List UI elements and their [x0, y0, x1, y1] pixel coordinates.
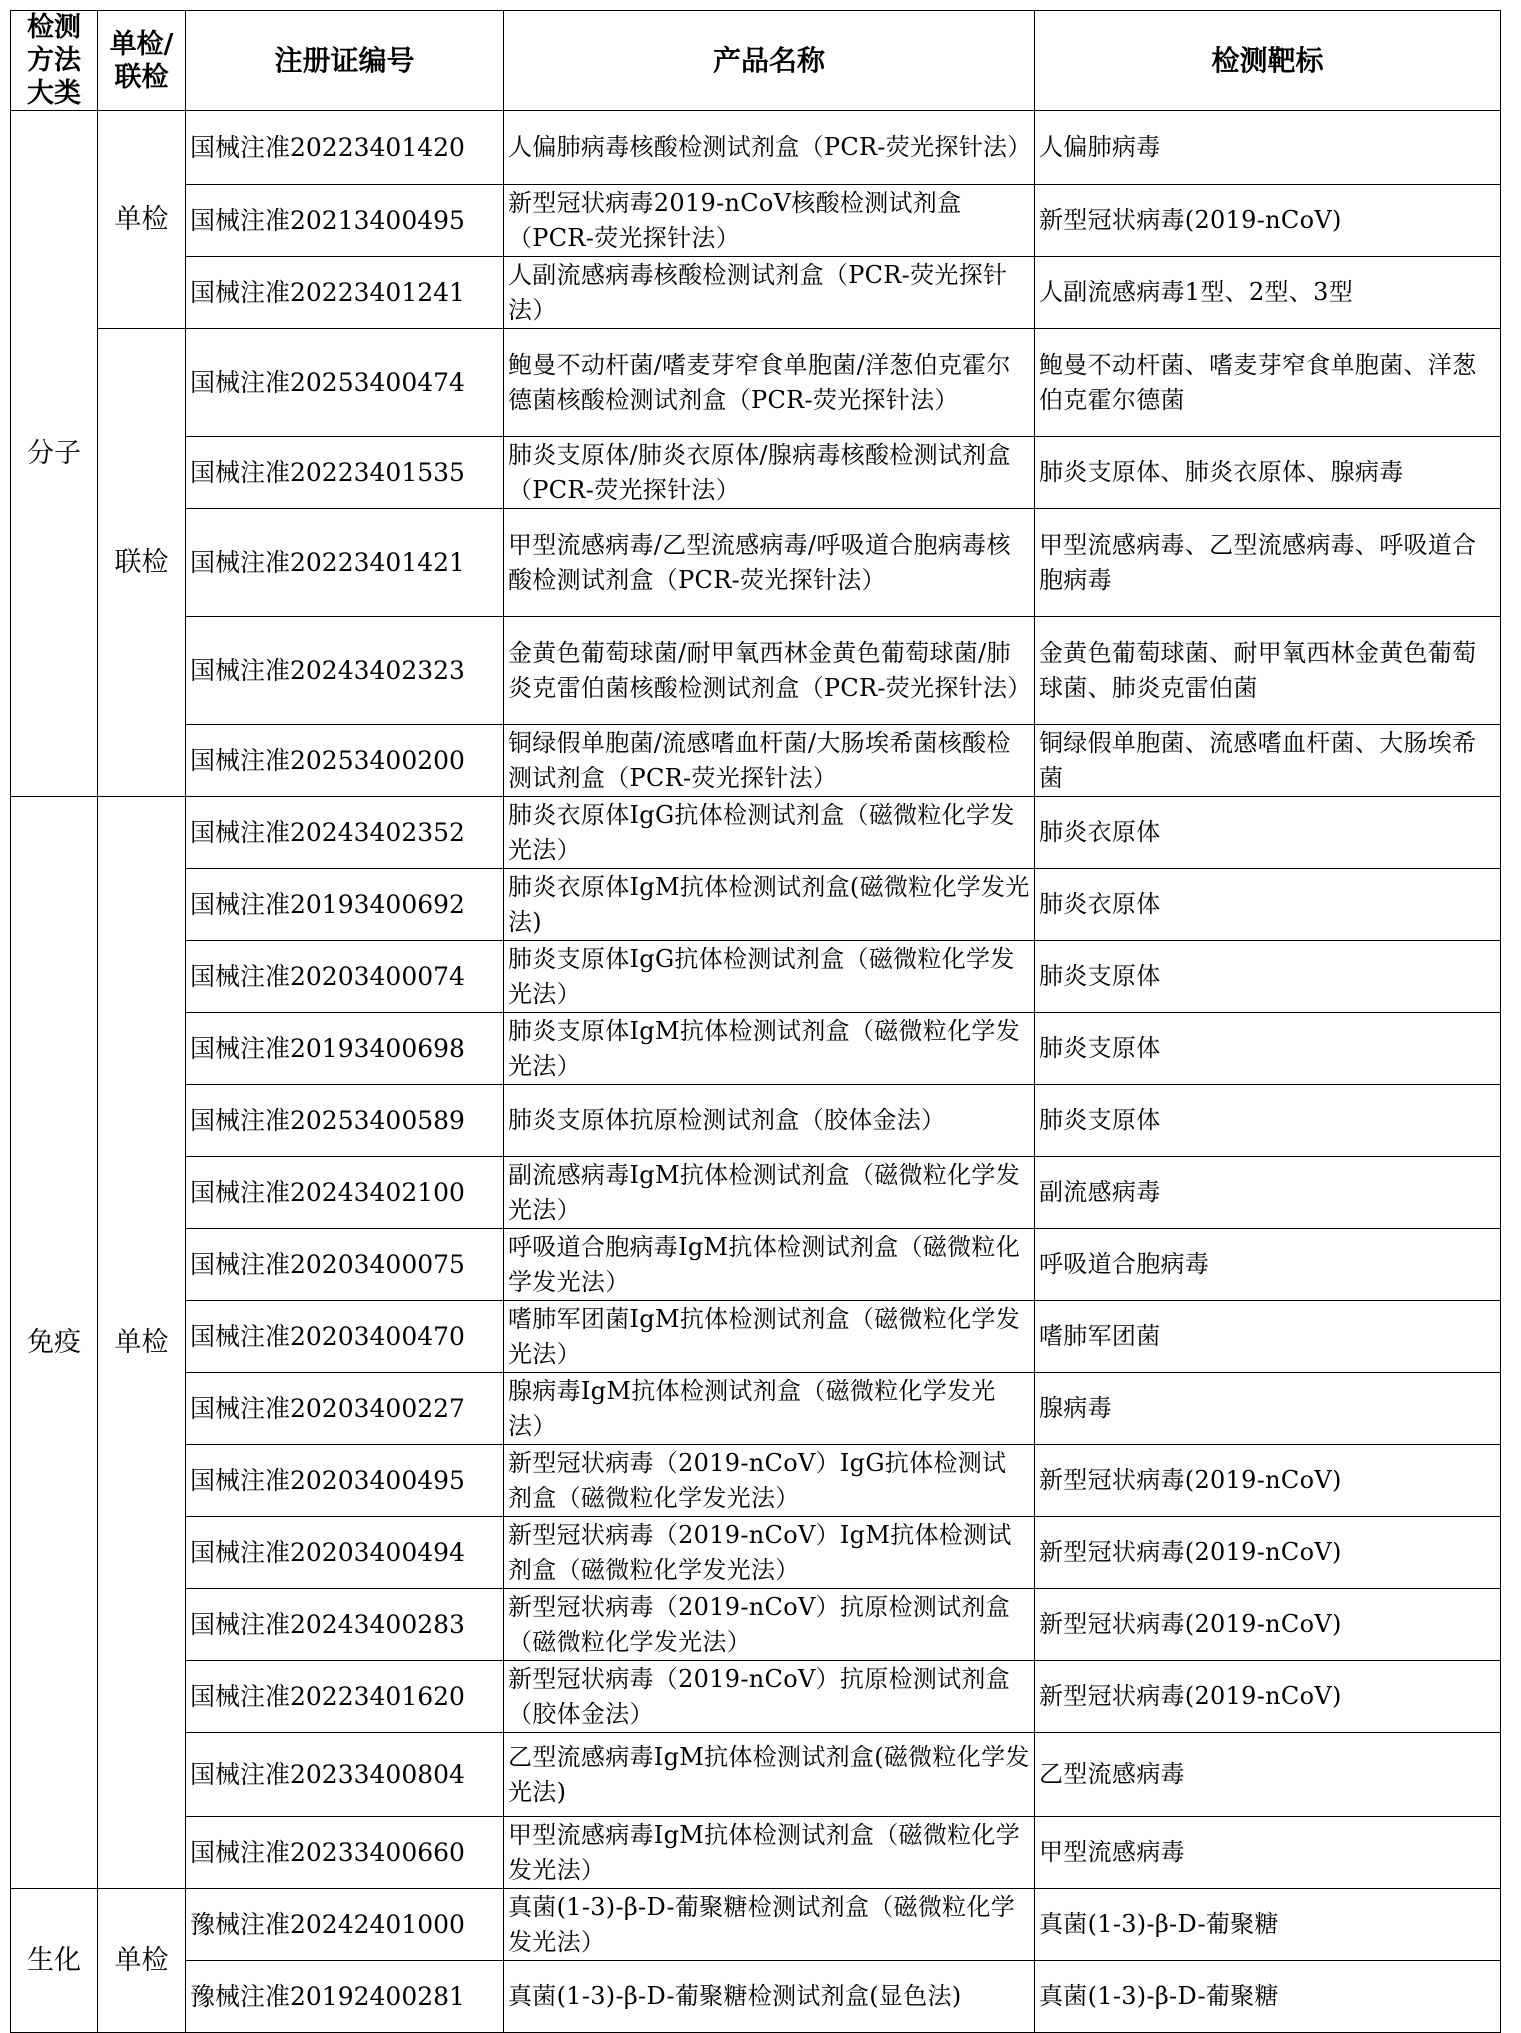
table-row — [11, 1517, 1501, 1589]
reg-no-cell: 国械注准20193400698 — [186, 1013, 504, 1085]
table-row — [11, 1013, 1501, 1085]
method-cell: 分子 — [11, 111, 98, 797]
reg-no-cell: 国械注准20203400075 — [186, 1229, 504, 1301]
product-name-cell: 甲型流感病毒/乙型流感病毒/呼吸道合胞病毒核酸检测试剂盒（PCR-荧光探针法） — [504, 509, 1035, 617]
table-row — [11, 1445, 1501, 1517]
table-row — [11, 1157, 1501, 1229]
product-name-cell: 肺炎支原体抗原检测试剂盒（胶体金法） — [504, 1085, 1035, 1157]
product-name-cell: 乙型流感病毒IgM抗体检测试剂盒(磁微粒化学发光法) — [504, 1733, 1035, 1817]
reg-no-cell: 国械注准20233400660 — [186, 1817, 504, 1889]
target-cell: 肺炎衣原体 — [1035, 797, 1501, 869]
target-cell: 新型冠状病毒(2019-nCoV) — [1035, 1589, 1501, 1661]
mode-cell: 单检 — [98, 111, 186, 329]
product-name-cell: 真菌(1-3)-β-D-葡聚糖检测试剂盒（磁微粒化学发光法） — [504, 1889, 1035, 1961]
table-row — [11, 111, 1501, 185]
product-name-cell: 肺炎衣原体IgG抗体检测试剂盒（磁微粒化学发光法） — [504, 797, 1035, 869]
target-cell: 甲型流感病毒、乙型流感病毒、呼吸道合胞病毒 — [1035, 509, 1501, 617]
reg-no-cell: 国械注准20223401421 — [186, 509, 504, 617]
target-cell: 呼吸道合胞病毒 — [1035, 1229, 1501, 1301]
product-registration-table — [10, 10, 1501, 2033]
target-cell: 肺炎支原体 — [1035, 1013, 1501, 1085]
table-row — [11, 869, 1501, 941]
table-row — [11, 1373, 1501, 1445]
document-page — [10, 10, 1501, 2033]
product-name-cell: 鲍曼不动杆菌/嗜麦芽窄食单胞菌/洋葱伯克霍尔德菌核酸检测试剂盒（PCR-荧光探针法） — [504, 329, 1035, 437]
header-product: 产品名称 — [504, 11, 1035, 111]
target-cell: 肺炎支原体、肺炎衣原体、腺病毒 — [1035, 437, 1501, 509]
reg-no-cell: 国械注准20243402352 — [186, 797, 504, 869]
header-reg-no: 注册证编号 — [186, 11, 504, 111]
table-row — [11, 725, 1501, 797]
mode-cell: 单检 — [98, 797, 186, 1889]
table-row — [11, 617, 1501, 725]
reg-no-cell: 国械注准20203400494 — [186, 1517, 504, 1589]
mode-cell: 单检 — [98, 1889, 186, 2033]
target-cell: 新型冠状病毒(2019-nCoV) — [1035, 1445, 1501, 1517]
product-name-cell: 人偏肺病毒核酸检测试剂盒（PCR-荧光探针法） — [504, 111, 1035, 185]
table-row — [11, 185, 1501, 257]
product-name-cell: 人副流感病毒核酸检测试剂盒（PCR-荧光探针法） — [504, 257, 1035, 329]
product-name-cell: 肺炎支原体IgM抗体检测试剂盒（磁微粒化学发光法） — [504, 1013, 1035, 1085]
product-name-cell: 甲型流感病毒IgM抗体检测试剂盒（磁微粒化学发光法） — [504, 1817, 1035, 1889]
product-name-cell: 嗜肺军团菌IgM抗体检测试剂盒（磁微粒化学发光法） — [504, 1301, 1035, 1373]
target-cell: 甲型流感病毒 — [1035, 1817, 1501, 1889]
reg-no-cell: 国械注准20203400495 — [186, 1445, 504, 1517]
product-name-cell: 副流感病毒IgM抗体检测试剂盒（磁微粒化学发光法） — [504, 1157, 1035, 1229]
reg-no-cell: 国械注准20223401241 — [186, 257, 504, 329]
target-cell: 肺炎支原体 — [1035, 941, 1501, 1013]
reg-no-cell: 国械注准20233400804 — [186, 1733, 504, 1817]
table-row — [11, 797, 1501, 869]
reg-no-cell: 国械注准20203400227 — [186, 1373, 504, 1445]
table-row — [11, 1301, 1501, 1373]
table-row — [11, 509, 1501, 617]
product-name-cell: 新型冠状病毒（2019-nCoV）抗原检测试剂盒（胶体金法） — [504, 1661, 1035, 1733]
reg-no-cell: 国械注准20243402323 — [186, 617, 504, 725]
target-cell: 真菌(1-3)-β-D-葡聚糖 — [1035, 1961, 1501, 2033]
reg-no-cell: 国械注准20243400283 — [186, 1589, 504, 1661]
product-name-cell: 真菌(1-3)-β-D-葡聚糖检测试剂盒(显色法) — [504, 1961, 1035, 2033]
target-cell: 真菌(1-3)-β-D-葡聚糖 — [1035, 1889, 1501, 1961]
table-row — [11, 329, 1501, 437]
product-name-cell: 新型冠状病毒（2019-nCoV）抗原检测试剂盒（磁微粒化学发光法） — [504, 1589, 1035, 1661]
table-row — [11, 1817, 1501, 1889]
target-cell: 人偏肺病毒 — [1035, 111, 1501, 185]
reg-no-cell: 国械注准20253400589 — [186, 1085, 504, 1157]
target-cell: 嗜肺军团菌 — [1035, 1301, 1501, 1373]
reg-no-cell: 国械注准20223401535 — [186, 437, 504, 509]
reg-no-cell: 国械注准20213400495 — [186, 185, 504, 257]
product-name-cell: 肺炎衣原体IgM抗体检测试剂盒(磁微粒化学发光法) — [504, 869, 1035, 941]
reg-no-cell: 国械注准20223401420 — [186, 111, 504, 185]
product-name-cell: 呼吸道合胞病毒IgM抗体检测试剂盒（磁微粒化学发光法） — [504, 1229, 1035, 1301]
product-name-cell: 新型冠状病毒（2019-nCoV）IgG抗体检测试剂盒（磁微粒化学发光法） — [504, 1445, 1035, 1517]
target-cell: 肺炎支原体 — [1035, 1085, 1501, 1157]
target-cell: 腺病毒 — [1035, 1373, 1501, 1445]
reg-no-cell: 国械注准20223401620 — [186, 1661, 504, 1733]
header-mode: 单检/联检 — [98, 11, 186, 111]
target-cell: 肺炎衣原体 — [1035, 869, 1501, 941]
reg-no-cell: 国械注准20193400692 — [186, 869, 504, 941]
reg-no-cell: 国械注准20203400470 — [186, 1301, 504, 1373]
product-name-cell: 新型冠状病毒（2019-nCoV）IgM抗体检测试剂盒（磁微粒化学发光法） — [504, 1517, 1035, 1589]
table-row — [11, 1589, 1501, 1661]
table-row — [11, 941, 1501, 1013]
table-row — [11, 1733, 1501, 1817]
product-name-cell: 金黄色葡萄球菌/耐甲氧西林金黄色葡萄球菌/肺炎克雷伯菌核酸检测试剂盒（PCR-荧光探针法） — [504, 617, 1035, 725]
target-cell: 副流感病毒 — [1035, 1157, 1501, 1229]
target-cell: 乙型流感病毒 — [1035, 1733, 1501, 1817]
product-name-cell: 肺炎支原体/肺炎衣原体/腺病毒核酸检测试剂盒（PCR-荧光探针法） — [504, 437, 1035, 509]
target-cell: 新型冠状病毒(2019-nCoV) — [1035, 1661, 1501, 1733]
target-cell: 铜绿假单胞菌、流感嗜血杆菌、大肠埃希菌 — [1035, 725, 1501, 797]
target-cell: 鲍曼不动杆菌、嗜麦芽窄食单胞菌、洋葱伯克霍尔德菌 — [1035, 329, 1501, 437]
target-cell: 新型冠状病毒(2019-nCoV) — [1035, 185, 1501, 257]
method-cell: 免疫 — [11, 797, 98, 1889]
mode-cell: 联检 — [98, 329, 186, 797]
table-row — [11, 1085, 1501, 1157]
header-target: 检测靶标 — [1035, 11, 1501, 111]
product-name-cell: 新型冠状病毒2019-nCoV核酸检测试剂盒（PCR-荧光探针法） — [504, 185, 1035, 257]
reg-no-cell: 国械注准20203400074 — [186, 941, 504, 1013]
reg-no-cell: 豫械注准20192400281 — [186, 1961, 504, 2033]
table-row — [11, 437, 1501, 509]
table-row — [11, 1961, 1501, 2033]
table-row — [11, 257, 1501, 329]
target-cell: 金黄色葡萄球菌、耐甲氧西林金黄色葡萄球菌、肺炎克雷伯菌 — [1035, 617, 1501, 725]
target-cell: 新型冠状病毒(2019-nCoV) — [1035, 1517, 1501, 1589]
product-name-cell: 铜绿假单胞菌/流感嗜血杆菌/大肠埃希菌核酸检测试剂盒（PCR-荧光探针法） — [504, 725, 1035, 797]
reg-no-cell: 豫械注准20242401000 — [186, 1889, 504, 1961]
reg-no-cell: 国械注准20243402100 — [186, 1157, 504, 1229]
table-row — [11, 1661, 1501, 1733]
product-name-cell: 腺病毒IgM抗体检测试剂盒（磁微粒化学发光法） — [504, 1373, 1035, 1445]
product-name-cell: 肺炎支原体IgG抗体检测试剂盒（磁微粒化学发光法） — [504, 941, 1035, 1013]
method-cell: 生化 — [11, 1889, 98, 2033]
header-row — [11, 11, 1501, 111]
table-row — [11, 1889, 1501, 1961]
header-method: 检测方法大类 — [11, 11, 98, 111]
table-row — [11, 1229, 1501, 1301]
reg-no-cell: 国械注准20253400474 — [186, 329, 504, 437]
target-cell: 人副流感病毒1型、2型、3型 — [1035, 257, 1501, 329]
reg-no-cell: 国械注准20253400200 — [186, 725, 504, 797]
